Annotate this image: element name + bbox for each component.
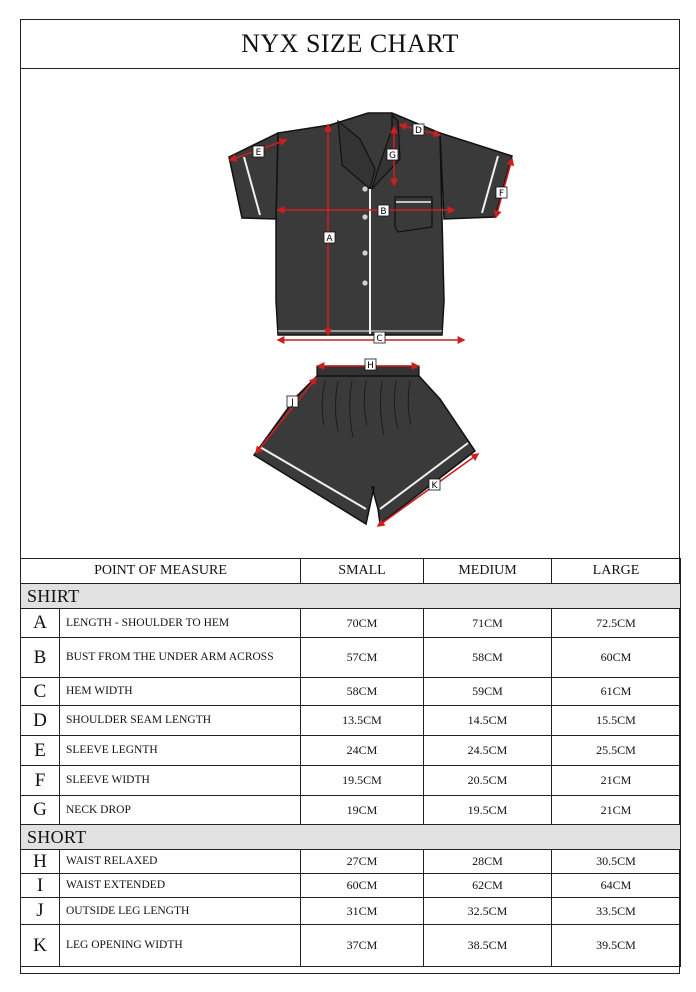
value-large: 15.5CM — [552, 706, 681, 736]
garment-svg — [20, 69, 680, 558]
value-medium: 59CM — [424, 678, 552, 706]
shorts-illustration — [254, 366, 475, 524]
svg-text:A: A — [326, 234, 333, 244]
row-description: LENGTH - SHOULDER TO HEM — [60, 609, 301, 638]
value-small: 58CM — [301, 678, 424, 706]
value-small: 31CM — [301, 898, 424, 925]
value-large: 25.5CM — [552, 736, 681, 766]
row-code: B — [21, 638, 60, 678]
row-code: K — [21, 925, 60, 967]
label-tag-c — [374, 332, 385, 344]
value-medium: 62CM — [424, 874, 552, 898]
value-large: 21CM — [552, 796, 681, 825]
svg-text:B: B — [380, 207, 387, 217]
value-small: 60CM — [301, 874, 424, 898]
svg-text:F: F — [498, 189, 505, 199]
value-small: 27CM — [301, 850, 424, 874]
value-medium: 19.5CM — [424, 796, 552, 825]
value-medium: 71CM — [424, 609, 552, 638]
value-large: 72.5CM — [552, 609, 681, 638]
svg-text:K: K — [431, 481, 438, 491]
value-medium: 38.5CM — [424, 925, 552, 967]
row-description: HEM WIDTH — [60, 678, 301, 706]
value-small: 24CM — [301, 736, 424, 766]
svg-text:H: H — [367, 361, 374, 371]
row-code: G — [21, 796, 60, 825]
table-row — [21, 898, 681, 925]
value-large: 64CM — [552, 874, 681, 898]
value-large: 39.5CM — [552, 925, 681, 967]
row-code: F — [21, 766, 60, 796]
row-code: E — [21, 736, 60, 766]
row-description: LEG OPENING WIDTH — [60, 925, 301, 967]
label-tag-k — [429, 479, 440, 491]
header-point-of-measure: POINT OF MEASURE — [21, 559, 301, 584]
svg-text:C: C — [376, 334, 383, 344]
value-large: 60CM — [552, 638, 681, 678]
label-tag-j — [287, 396, 298, 408]
svg-text:D: D — [415, 126, 422, 136]
row-code: H — [21, 850, 60, 874]
table-row — [21, 874, 681, 898]
value-medium: 20.5CM — [424, 766, 552, 796]
section-label: SHORT — [21, 825, 681, 850]
row-description: SLEEVE WIDTH — [60, 766, 301, 796]
value-medium: 58CM — [424, 638, 552, 678]
table-row — [21, 766, 681, 796]
table-row — [21, 706, 681, 736]
row-description: WAIST EXTENDED — [60, 874, 301, 898]
row-description: WAIST RELAXED — [60, 850, 301, 874]
row-code: D — [21, 706, 60, 736]
table-row — [21, 850, 681, 874]
header-small: SMALL — [301, 559, 424, 584]
table-row — [21, 638, 681, 678]
value-medium: 14.5CM — [424, 706, 552, 736]
label-tag-e — [253, 146, 264, 158]
header-large: LARGE — [552, 559, 681, 584]
label-tag-b — [378, 205, 389, 217]
label-tag-a — [324, 232, 335, 244]
value-medium: 24.5CM — [424, 736, 552, 766]
row-description: BUST FROM THE UNDER ARM ACROSS — [60, 638, 301, 678]
label-tag-g — [387, 149, 398, 161]
table-row — [21, 796, 681, 825]
value-large: 21CM — [552, 766, 681, 796]
header-medium: MEDIUM — [424, 559, 552, 584]
row-description: OUTSIDE LEG LENGTH — [60, 898, 301, 925]
row-description: SLEEVE LEGNTH — [60, 736, 301, 766]
row-code: I — [21, 874, 60, 898]
row-code: J — [21, 898, 60, 925]
value-small: 13.5CM — [301, 706, 424, 736]
value-small: 37CM — [301, 925, 424, 967]
value-large: 61CM — [552, 678, 681, 706]
value-small: 19.5CM — [301, 766, 424, 796]
section-row-short — [21, 825, 681, 850]
shirt-illustration — [229, 113, 512, 335]
section-label: SHIRT — [21, 584, 681, 609]
value-small: 19CM — [301, 796, 424, 825]
svg-text:J: J — [291, 398, 294, 408]
value-medium: 32.5CM — [424, 898, 552, 925]
size-table — [20, 558, 681, 967]
svg-text:E: E — [255, 148, 262, 158]
row-description: NECK DROP — [60, 796, 301, 825]
page-title: NYX SIZE CHART — [20, 19, 680, 69]
label-tag-d — [413, 124, 424, 136]
value-large: 30.5CM — [552, 850, 681, 874]
label-tag-h — [365, 359, 376, 371]
row-description: SHOULDER SEAM LENGTH — [60, 706, 301, 736]
row-code: A — [21, 609, 60, 638]
value-small: 57CM — [301, 638, 424, 678]
garment-diagram — [20, 69, 680, 558]
table-row — [21, 925, 681, 967]
row-code: C — [21, 678, 60, 706]
label-tag-f — [496, 187, 507, 199]
table-row — [21, 678, 681, 706]
value-small: 70CM — [301, 609, 424, 638]
table-row — [21, 736, 681, 766]
table-header-row — [21, 559, 681, 584]
value-medium: 28CM — [424, 850, 552, 874]
table-row — [21, 609, 681, 638]
value-large: 33.5CM — [552, 898, 681, 925]
section-row-shirt — [21, 584, 681, 609]
svg-text:G: G — [389, 151, 396, 161]
